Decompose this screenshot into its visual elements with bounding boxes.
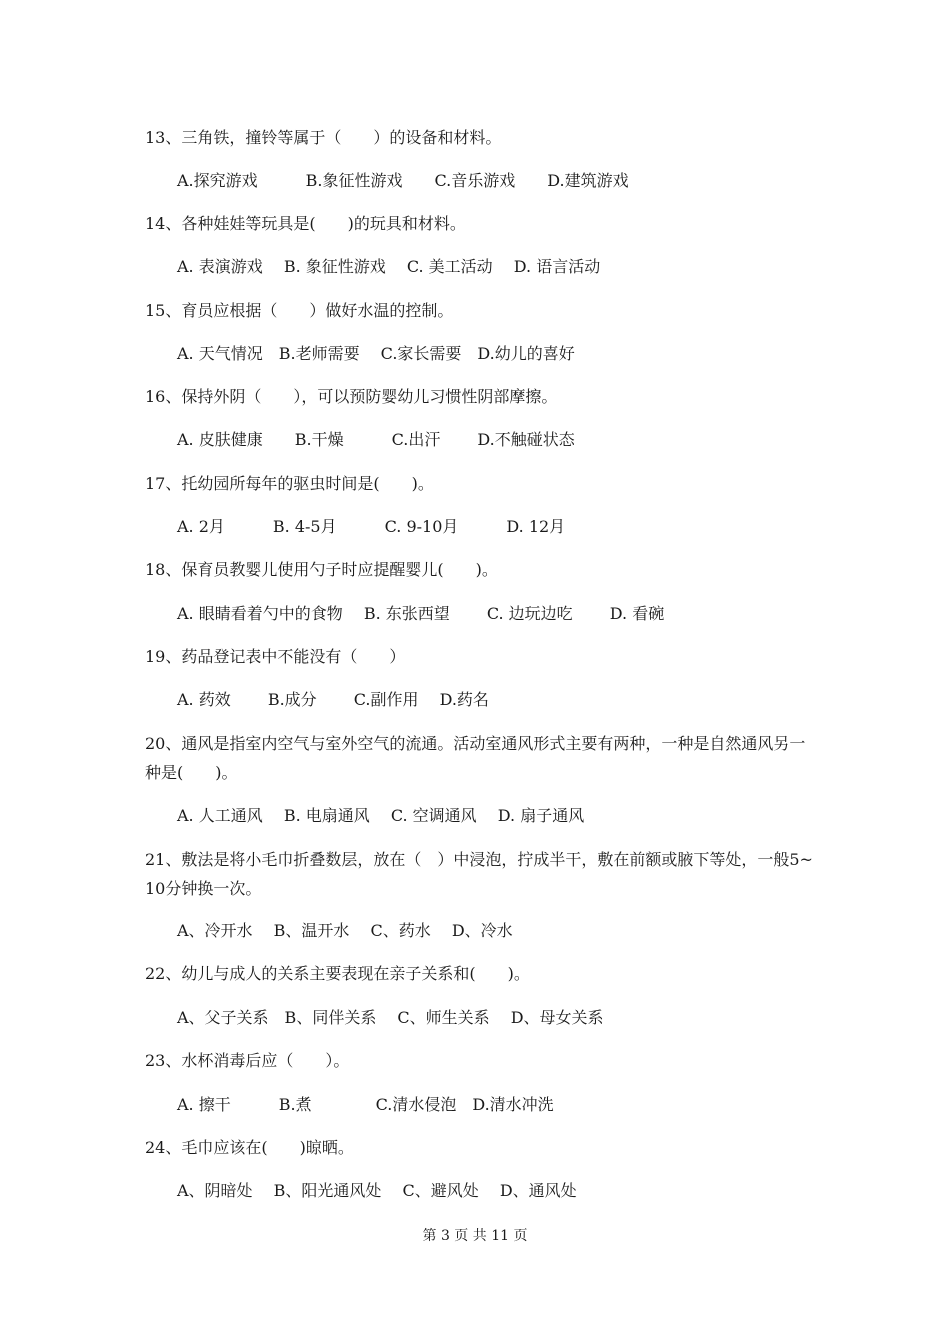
question-13-options: A.探究游戏 B.象征性游戏 C.音乐游戏 D.建筑游戏: [177, 171, 629, 190]
question-20-options: A. 人工通风 B. 电扇通风 C. 空调通风 D. 扇子通风: [177, 806, 585, 825]
question-20-stem: 20、通风是指室内空气与室外空气的流通。活动室通风形式主要有两种，一种是自然通风另一种是( )。: [145, 734, 806, 782]
question-21-options: A、冷开水 B、温开水 C、药水 D、冷水: [177, 921, 513, 940]
question-19-options: A. 药效 B.成分 C.副作用 D.药名: [177, 690, 489, 709]
question-18-options: A. 眼睛看着勺中的食物 B. 东张西望 C. 边玩边吃 D. 看碗: [177, 604, 665, 623]
question-16-stem: 16、保持外阴（ ），可以预防婴幼儿习惯性阴部摩擦。: [145, 387, 558, 406]
question-13-stem: 13、三角铁，撞铃等属于（ ）的设备和材料。: [145, 128, 502, 147]
question-21-stem: 21、敷法是将小毛巾折叠数层，放在（ ）中浸泡，拧成半干，敷在前额或腋下等处，一般5~10分钟换一次。: [145, 850, 813, 898]
question-18-stem: 18、保育员教婴儿使用勺子时应提醒婴儿( )。: [145, 560, 498, 579]
question-15-stem: 15、育员应根据（ ）做好水温的控制。: [145, 301, 454, 320]
question-24-stem: 24、毛巾应该在( )晾晒。: [145, 1138, 354, 1157]
question-17-stem: 17、托幼园所每年的驱虫时间是( )。: [145, 474, 434, 493]
question-15-options: A. 天气情况 B.老师需要 C.家长需要 D.幼儿的喜好: [177, 344, 575, 363]
question-23-options: A. 擦干 B.煮 C.清水侵泡 D.清水冲洗: [177, 1095, 554, 1114]
question-17-options: A. 2月 B. 4-5月 C. 9-10月 D. 12月: [177, 517, 566, 536]
question-16-options: A. 皮肤健康 B.干燥 C.出汗 D.不触碰状态: [177, 430, 575, 449]
question-24-options: A、阴暗处 B、阳光通风处 C、避风处 D、通风处: [177, 1181, 577, 1200]
question-14-options: A. 表演游戏 B. 象征性游戏 C. 美工活动 D. 语言活动: [177, 257, 601, 276]
question-14-stem: 14、各种娃娃等玩具是( )的玩具和材料。: [145, 214, 466, 233]
page-footer: 第 3 页 共 11 页: [422, 1228, 528, 1244]
question-23-stem: 23、水杯消毒后应（ ）。: [145, 1051, 350, 1070]
question-22-stem: 22、幼儿与成人的关系主要表现在亲子关系和( )。: [145, 964, 530, 983]
question-19-stem: 19、药品登记表中不能没有（ ）: [145, 647, 406, 666]
question-22-options: A、父子关系 B、同伴关系 C、师生关系 D、母女关系: [177, 1008, 604, 1027]
